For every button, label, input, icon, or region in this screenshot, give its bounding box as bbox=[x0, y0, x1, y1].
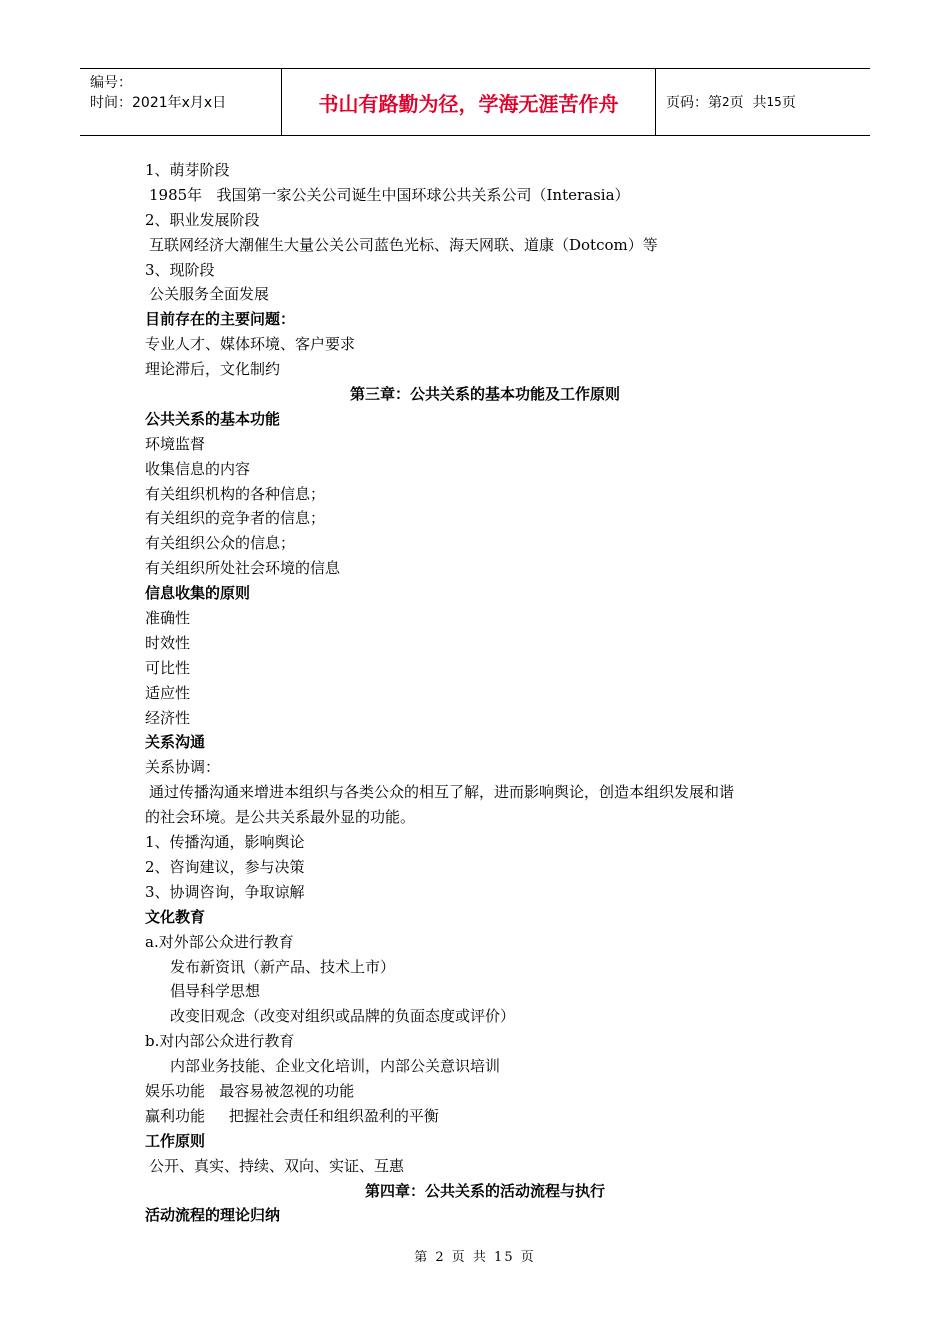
list-item: a.对外部公众进行教育 bbox=[145, 932, 294, 951]
list-item: 经济性 bbox=[145, 708, 191, 727]
body-text: 1985年 我国第一家公关公司诞生中国环球公共关系公司（Interasia） bbox=[149, 185, 630, 204]
section-heading: 目前存在的主要问题： bbox=[145, 310, 296, 329]
page-header bbox=[80, 68, 870, 136]
list-item: 改变旧观念（改变对组织或品牌的负面态度或评价） bbox=[170, 1007, 516, 1026]
body-text: 公关服务全面发展 bbox=[149, 285, 270, 304]
body-text: 互联网经济大潮催生大量公关公司蓝色光标、海天网联、道康（Dotcom）等 bbox=[149, 235, 658, 254]
list-item: 时效性 bbox=[145, 633, 191, 652]
page-number: 2 bbox=[722, 95, 730, 109]
page-total: 15 bbox=[766, 95, 782, 109]
header-meta bbox=[80, 69, 282, 135]
body-text: 环境监督 bbox=[145, 434, 206, 453]
section-heading: 信息收集的原则 bbox=[145, 584, 251, 603]
list-item: 准确性 bbox=[145, 609, 191, 628]
body-text: 专业人才、媒体环境、客户要求 bbox=[145, 335, 356, 354]
body-text: 关系协调： bbox=[145, 758, 221, 777]
list-item: 倡导科学思想 bbox=[170, 982, 261, 1001]
section-heading: 公共关系的基本功能 bbox=[145, 409, 281, 428]
chapter-title: 第四章：公共关系的活动流程与执行 bbox=[364, 1181, 605, 1200]
body-text: 公开、真实、持续、双向、实证、互惠 bbox=[149, 1156, 405, 1175]
list-item: 可比性 bbox=[145, 658, 191, 677]
header-motto: 书山有路勤为径，学海无涯苦作舟 bbox=[282, 69, 656, 135]
section-heading: 关系沟通 bbox=[145, 733, 206, 752]
list-item: 1、萌芽阶段 bbox=[145, 161, 230, 179]
section-heading: 文化教育 bbox=[145, 907, 206, 926]
body-text: 理论滞后，文化制约 bbox=[145, 360, 281, 379]
chapter-title: 第三章：公共关系的基本功能及工作原则 bbox=[349, 385, 620, 404]
list-item: 3、现阶段 bbox=[145, 260, 215, 279]
date-label: 时间：2021年x月x日 bbox=[90, 95, 227, 111]
list-item: 内部业务技能、企业文化培训，内部公关意识培训 bbox=[170, 1057, 501, 1076]
list-item: 3、协调咨询，争取谅解 bbox=[145, 882, 305, 901]
body-text: 娱乐功能 最容易被忽视的功能 bbox=[145, 1081, 355, 1100]
list-item: 有关组织所处社会环境的信息 bbox=[145, 559, 341, 578]
page-footer: 第 2 页 共 15 页 bbox=[414, 1250, 536, 1265]
body-text: 通过传播沟通来增进本组织与各类公众的相互了解，进而影响舆论，创造本组织发展和谐 bbox=[149, 783, 735, 802]
page-mid: 页 共 bbox=[729, 95, 767, 111]
list-item: b.对内部公众进行教育 bbox=[145, 1032, 295, 1051]
list-item: 2、职业发展阶段 bbox=[145, 210, 260, 229]
document-body bbox=[145, 158, 825, 1228]
list-item: 有关组织的竞争者的信息； bbox=[145, 509, 326, 528]
list-item: 发布新资讯（新产品、技术上市） bbox=[170, 957, 396, 976]
body-text: 赢利功能 把握社会责任和组织盈利的平衡 bbox=[145, 1106, 439, 1125]
serial-number-label: 编号： bbox=[90, 75, 132, 91]
body-text: 的社会环境。是公共关系最外显的功能。 bbox=[145, 808, 416, 827]
header-page-info bbox=[656, 69, 870, 135]
list-item: 有关组织公众的信息； bbox=[145, 534, 296, 553]
page-end: 页 bbox=[781, 95, 796, 111]
list-item: 有关组织机构的各种信息； bbox=[145, 484, 326, 503]
list-item: 1、传播沟通，影响舆论 bbox=[145, 833, 305, 852]
body-text: 收集信息的内容 bbox=[145, 459, 251, 478]
section-heading: 工作原则 bbox=[145, 1131, 206, 1150]
page-label: 页码：第 bbox=[666, 95, 722, 111]
section-heading: 活动流程的理论归纳 bbox=[145, 1206, 281, 1225]
list-item: 2、咨询建议，参与决策 bbox=[145, 857, 305, 876]
list-item: 适应性 bbox=[145, 683, 191, 702]
